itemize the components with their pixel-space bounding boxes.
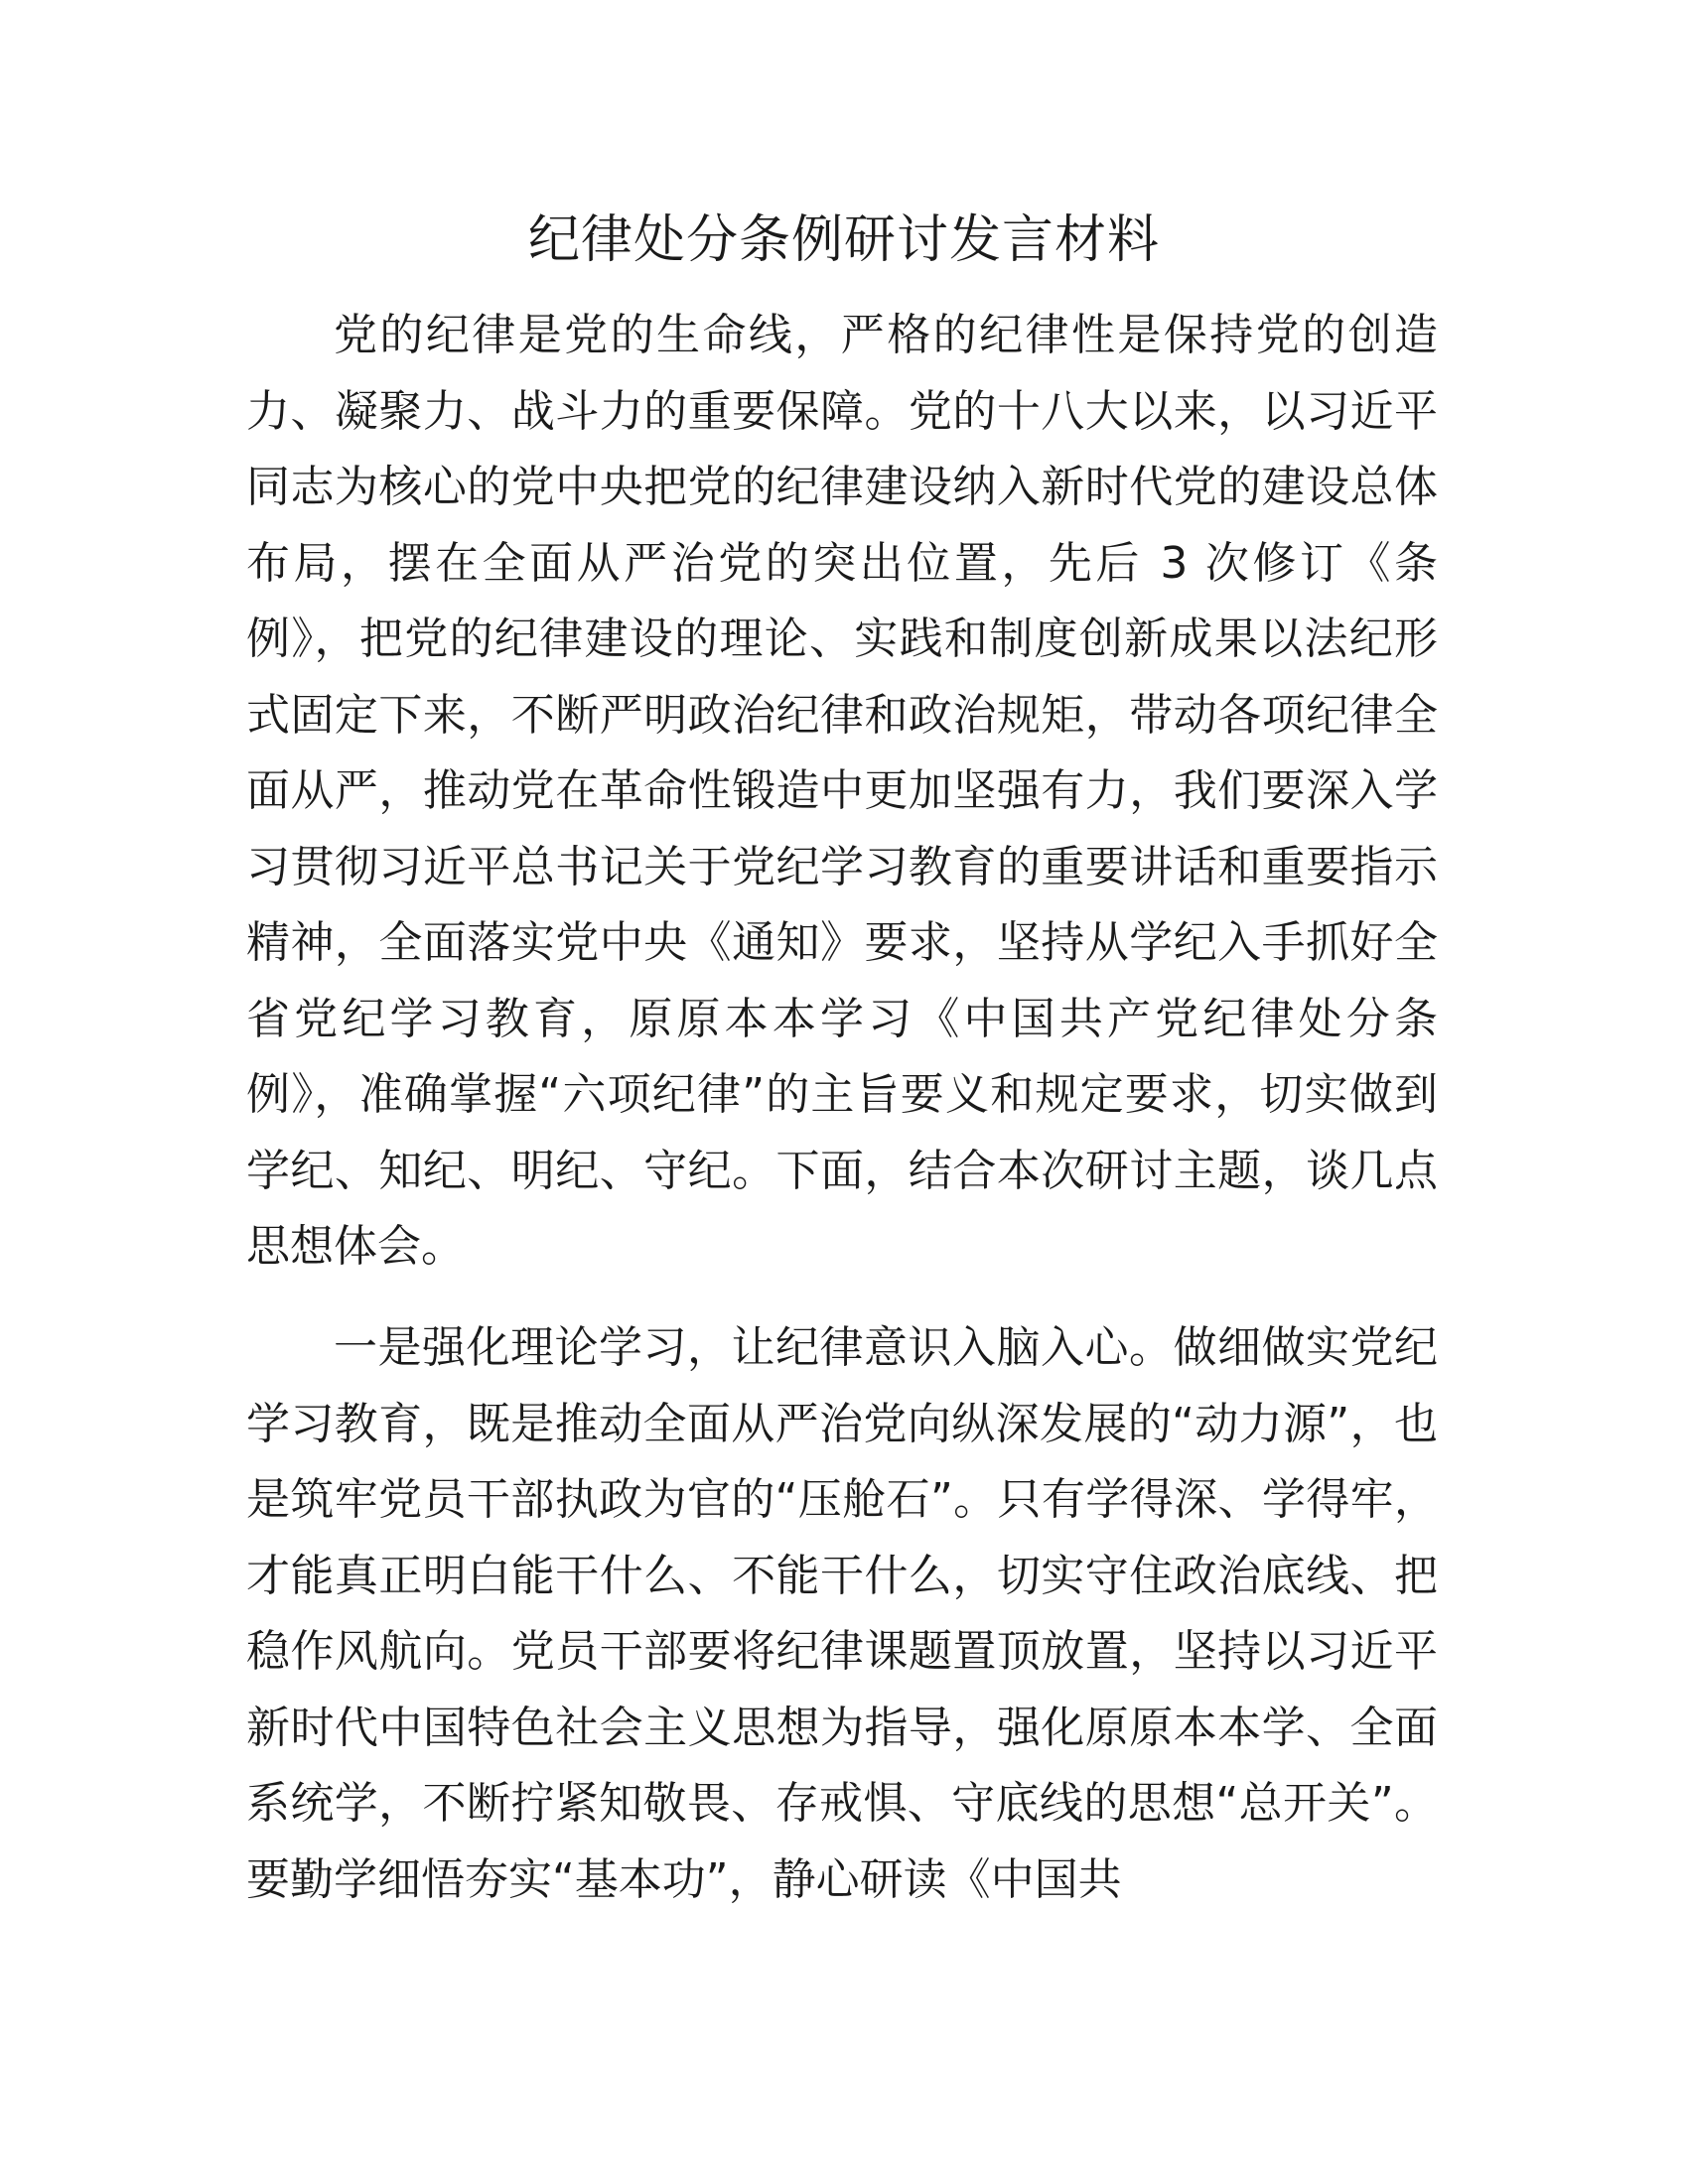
body-paragraph: 一是强化理论学习，让纪律意识入脑入心。做细做实党纪学习教育，既是推动全面从严治党向纵深发展的“动力源”，也是筑牢党员干部执政为官的“压舱石”。只有学得深、学得牢，才能真正明白能干什么、不能干什么，切实守住政治底线、把稳作风航向。党员干部要将纪律课题置顶放置，坚持以习近平新时代中国特色社会主义思想为指导，强化原原本本学、全面系统学，不断拧紧知敬畏、存戒惧、守底线的思想“总开关”。要勤学细悟夯实“基本功”，静心研读《中国共 xyxy=(246,1322,1438,1905)
body-paragraph: 党的纪律是党的生命线，严格的纪律性是保持党的创造力、凝聚力、战斗力的重要保障。党的十八大以来，以习近平同志为核心的党中央把党的纪律建设纳入新时代党的建设总体布局，摆在全面从严治党的突出位置，先后 3 次修订《条例》，把党的纪律建设的理论、实践和制度创新成果以法纪形式固定下来，不断严明政治纪律和政治规矩，带动各项纪律全面从严，推动党在革命性锻造中更加坚强有力，我们要深入学习贯彻习近平总书记关于党纪学习教育的重要讲话和重要指示精神，全面落实党中央《通知》要求，坚持从学纪入手抓好全省党纪学习教育，原原本本学习《中国共产党纪律处分条例》，准确掌握“六项纪律”的主旨要义和规定要求，切实做到学纪、知纪、明纪、守纪。下面，结合本次研讨主题，谈几点思想体会。 xyxy=(246,310,1438,1272)
body-paragraph-1-container xyxy=(246,298,1438,1286)
page-title: 纪律处分条例研讨发言材料 xyxy=(527,210,1160,270)
body-paragraph-2-container xyxy=(246,1310,1438,1918)
